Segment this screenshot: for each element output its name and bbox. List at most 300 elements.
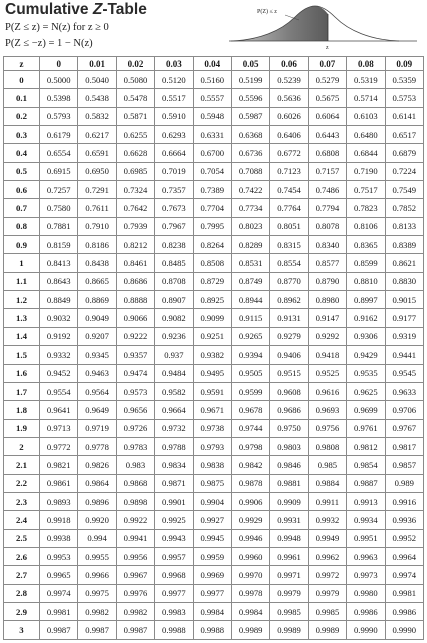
row-z-value: 2 <box>4 437 40 455</box>
table-cell: 0.9222 <box>116 327 154 345</box>
header-col: 0.07 <box>308 57 346 71</box>
row-z-value: 1.2 <box>4 291 40 309</box>
table-cell: 0.9981 <box>40 602 78 620</box>
table-cell: 0.9082 <box>155 309 193 327</box>
table-cell: 0.5000 <box>40 71 78 89</box>
table-cell: 0.9982 <box>116 602 154 620</box>
table-cell: 0.9952 <box>385 529 423 547</box>
table-cell: 0.5478 <box>116 89 154 107</box>
table-cell: 0.7019 <box>155 162 193 180</box>
table-cell: 0.5675 <box>308 89 346 107</box>
table-cell: 0.8212 <box>116 236 154 254</box>
table-cell: 0.7734 <box>231 199 269 217</box>
row-z-value: 2.4 <box>4 511 40 529</box>
table-cell: 0.6591 <box>78 144 116 162</box>
table-cell: 0.9983 <box>155 602 193 620</box>
table-row <box>4 419 424 437</box>
table-cell: 0.9989 <box>270 621 308 640</box>
table-cell: 0.9977 <box>193 584 231 602</box>
table-cell: 0.7764 <box>270 199 308 217</box>
row-z-value: 1 <box>4 254 40 272</box>
table-cell: 0.9945 <box>193 529 231 547</box>
title-italic-z: Z <box>92 1 103 18</box>
table-row <box>4 107 424 125</box>
table-cell: 0.6480 <box>347 126 385 144</box>
table-cell: 0.6517 <box>385 126 423 144</box>
table-cell: 0.9961 <box>270 547 308 565</box>
table-cell: 0.9793 <box>193 437 231 455</box>
table-cell: 0.9943 <box>155 529 193 547</box>
table-cell: 0.9981 <box>385 584 423 602</box>
table-cell: 0.9545 <box>385 364 423 382</box>
table-cell: 0.6985 <box>116 162 154 180</box>
table-cell: 0.6879 <box>385 144 423 162</box>
table-cell: 0.9990 <box>347 621 385 640</box>
table-cell: 0.9726 <box>116 419 154 437</box>
table-cell: 0.8907 <box>155 291 193 309</box>
table-cell: 0.9893 <box>40 492 78 510</box>
table-cell: 0.9441 <box>385 346 423 364</box>
table-cell: 0.7517 <box>347 181 385 199</box>
table-row <box>4 162 424 180</box>
table-cell: 0.9909 <box>270 492 308 510</box>
row-z-value: 1.8 <box>4 401 40 419</box>
table-cell: 0.8830 <box>385 272 423 290</box>
table-cell: 0.9719 <box>78 419 116 437</box>
table-cell: 0.8962 <box>270 291 308 309</box>
table-row <box>4 492 424 510</box>
table-cell: 0.8159 <box>40 236 78 254</box>
table-cell: 0.9974 <box>40 584 78 602</box>
table-row <box>4 291 424 309</box>
table-row <box>4 566 424 584</box>
row-z-value: 1.4 <box>4 327 40 345</box>
table-cell: 0.9750 <box>270 419 308 437</box>
table-cell: 0.9032 <box>40 309 78 327</box>
table-cell: 0.7881 <box>40 217 78 235</box>
table-cell: 0.8749 <box>231 272 269 290</box>
table-cell: 0.9938 <box>40 529 78 547</box>
table-cell: 0.937 <box>155 346 193 364</box>
table-cell: 0.9484 <box>155 364 193 382</box>
table-cell: 0.9429 <box>347 346 385 364</box>
normal-curve-diagram <box>229 3 419 51</box>
table-row <box>4 456 424 474</box>
table-cell: 0.7190 <box>347 162 385 180</box>
table-cell: 0.5517 <box>155 89 193 107</box>
table-cell: 0.8389 <box>385 236 423 254</box>
table-cell: 0.8643 <box>40 272 78 290</box>
table-cell: 0.9049 <box>78 309 116 327</box>
table-cell: 0.8186 <box>78 236 116 254</box>
table-cell: 0.9452 <box>40 364 78 382</box>
table-cell: 0.9977 <box>155 584 193 602</box>
table-cell: 0.9147 <box>308 309 346 327</box>
row-z-value: 1.1 <box>4 272 40 290</box>
table-row <box>4 382 424 400</box>
table-cell: 0.8078 <box>308 217 346 235</box>
table-cell: 0.9970 <box>231 566 269 584</box>
table-cell: 0.9591 <box>193 382 231 400</box>
table-cell: 0.6736 <box>231 144 269 162</box>
table-cell: 0.5080 <box>116 71 154 89</box>
table-cell: 0.6700 <box>193 144 231 162</box>
row-z-value: 0 <box>4 71 40 89</box>
table-cell: 0.9761 <box>347 419 385 437</box>
table-cell: 0.9887 <box>347 474 385 492</box>
table-cell: 0.8577 <box>308 254 346 272</box>
row-z-value: 1.7 <box>4 382 40 400</box>
table-cell: 0.8315 <box>270 236 308 254</box>
table-cell: 0.7389 <box>193 181 231 199</box>
table-cell: 0.8531 <box>231 254 269 272</box>
table-cell: 0.9772 <box>40 437 78 455</box>
table-cell: 0.8264 <box>193 236 231 254</box>
table-cell: 0.9971 <box>270 566 308 584</box>
table-cell: 0.9846 <box>270 456 308 474</box>
table-cell: 0.9857 <box>385 456 423 474</box>
table-cell: 0.9808 <box>308 437 346 455</box>
table-cell: 0.9913 <box>347 492 385 510</box>
table-cell: 0.5359 <box>385 71 423 89</box>
row-z-value: 1.3 <box>4 309 40 327</box>
table-cell: 0.7642 <box>116 199 154 217</box>
table-cell: 0.9988 <box>155 621 193 640</box>
table-cell: 0.9861 <box>40 474 78 492</box>
row-z-value: 0.9 <box>4 236 40 254</box>
table-row <box>4 327 424 345</box>
table-cell: 0.8106 <box>347 217 385 235</box>
table-cell: 0.9706 <box>385 401 423 419</box>
table-cell: 0.9969 <box>193 566 231 584</box>
table-cell: 0.9394 <box>231 346 269 364</box>
row-z-value: 0.7 <box>4 199 40 217</box>
table-cell: 0.6628 <box>116 144 154 162</box>
table-row <box>4 71 424 89</box>
table-cell: 0.9884 <box>308 474 346 492</box>
table-cell: 0.9633 <box>385 382 423 400</box>
table-row <box>4 529 424 547</box>
table-cell: 0.9732 <box>155 419 193 437</box>
table-cell: 0.9535 <box>347 364 385 382</box>
table-row <box>4 126 424 144</box>
table-cell: 0.7357 <box>155 181 193 199</box>
table-row <box>4 401 424 419</box>
table-cell: 0.7939 <box>116 217 154 235</box>
table-cell: 0.8925 <box>193 291 231 309</box>
table-cell: 0.8729 <box>193 272 231 290</box>
table-cell: 0.6443 <box>308 126 346 144</box>
table-cell: 0.983 <box>116 456 154 474</box>
table-cell: 0.7422 <box>231 181 269 199</box>
table-cell: 0.9131 <box>270 309 308 327</box>
table-cell: 0.8869 <box>78 291 116 309</box>
table-row <box>4 621 424 640</box>
page-title <box>5 1 147 19</box>
row-z-value: 2.6 <box>4 547 40 565</box>
table-cell: 0.9956 <box>116 547 154 565</box>
table-cell: 0.7673 <box>155 199 193 217</box>
table-row <box>4 272 424 290</box>
header-col: 0 <box>40 57 78 71</box>
table-cell: 0.9099 <box>193 309 231 327</box>
table-cell: 0.5160 <box>193 71 231 89</box>
table-cell: 0.9904 <box>193 492 231 510</box>
table-cell: 0.8621 <box>385 254 423 272</box>
table-cell: 0.8051 <box>270 217 308 235</box>
row-z-value: 0.3 <box>4 126 40 144</box>
table-row <box>4 511 424 529</box>
table-cell: 0.7852 <box>385 199 423 217</box>
table-cell: 0.5557 <box>193 89 231 107</box>
formula-positive-z: P(Z ≤ z) = N(z) for z ≥ 0 <box>5 22 109 33</box>
table-cell: 0.9962 <box>308 547 346 565</box>
table-cell: 0.9641 <box>40 401 78 419</box>
table-cell: 0.9984 <box>231 602 269 620</box>
table-row <box>4 602 424 620</box>
table-cell: 0.9834 <box>155 456 193 474</box>
table-cell: 0.6554 <box>40 144 78 162</box>
table-body <box>4 71 424 640</box>
table-row <box>4 309 424 327</box>
table-cell: 0.6255 <box>116 126 154 144</box>
table-cell: 0.9901 <box>155 492 193 510</box>
table-cell: 0.6664 <box>155 144 193 162</box>
table-cell: 0.5239 <box>270 71 308 89</box>
table-cell: 0.7324 <box>116 181 154 199</box>
table-cell: 0.6217 <box>78 126 116 144</box>
table-cell: 0.6406 <box>270 126 308 144</box>
header-col: 0.01 <box>78 57 116 71</box>
table-cell: 0.9693 <box>308 401 346 419</box>
table-cell: 0.5871 <box>116 107 154 125</box>
table-cell: 0.7157 <box>308 162 346 180</box>
table-cell: 0.7454 <box>270 181 308 199</box>
table-cell: 0.7291 <box>78 181 116 199</box>
header-col: 0.06 <box>270 57 308 71</box>
table-cell: 0.5279 <box>308 71 346 89</box>
table-cell: 0.9357 <box>116 346 154 364</box>
table-cell: 0.9319 <box>385 327 423 345</box>
table-cell: 0.8810 <box>347 272 385 290</box>
table-cell: 0.9599 <box>231 382 269 400</box>
table-cell: 0.9976 <box>116 584 154 602</box>
table-cell: 0.5832 <box>78 107 116 125</box>
table-cell: 0.9382 <box>193 346 231 364</box>
table-cell: 0.8980 <box>308 291 346 309</box>
table-cell: 0.9966 <box>78 566 116 584</box>
table-cell: 0.5636 <box>270 89 308 107</box>
row-z-value: 1.6 <box>4 364 40 382</box>
table-cell: 0.9418 <box>308 346 346 364</box>
table-cell: 0.9798 <box>231 437 269 455</box>
table-cell: 0.9987 <box>40 621 78 640</box>
title-prefix: Cumulative <box>5 1 93 18</box>
table-cell: 0.8790 <box>308 272 346 290</box>
row-z-value: 0.4 <box>4 144 40 162</box>
table-cell: 0.9573 <box>116 382 154 400</box>
row-z-value: 2.5 <box>4 529 40 547</box>
table-cell: 0.9582 <box>155 382 193 400</box>
table-cell: 0.7995 <box>193 217 231 235</box>
table-row <box>4 199 424 217</box>
table-cell: 0.8461 <box>116 254 154 272</box>
table-cell: 0.9406 <box>270 346 308 364</box>
table-cell: 0.8708 <box>155 272 193 290</box>
table-cell: 0.7257 <box>40 181 78 199</box>
table-cell: 0.9854 <box>347 456 385 474</box>
table-cell: 0.5398 <box>40 89 78 107</box>
table-cell: 0.9951 <box>347 529 385 547</box>
table-cell: 0.9965 <box>40 566 78 584</box>
table-cell: 0.9898 <box>116 492 154 510</box>
row-z-value: 2.2 <box>4 474 40 492</box>
row-z-value: 0.2 <box>4 107 40 125</box>
table-cell: 0.5438 <box>78 89 116 107</box>
table-cell: 0.9778 <box>78 437 116 455</box>
table-row <box>4 584 424 602</box>
table-cell: 0.9495 <box>193 364 231 382</box>
row-z-value: 2.8 <box>4 584 40 602</box>
table-cell: 0.7054 <box>193 162 231 180</box>
table-cell: 0.9990 <box>385 621 423 640</box>
table-cell: 0.9968 <box>155 566 193 584</box>
table-cell: 0.8340 <box>308 236 346 254</box>
table-cell: 0.9979 <box>270 584 308 602</box>
table-cell: 0.9957 <box>155 547 193 565</box>
table-cell: 0.9985 <box>270 602 308 620</box>
shaded-area-label: P(Z) ≤ z <box>257 9 277 15</box>
table-cell: 0.5040 <box>78 71 116 89</box>
table-cell: 0.7486 <box>308 181 346 199</box>
table-cell: 0.9236 <box>155 327 193 345</box>
table-cell: 0.6950 <box>78 162 116 180</box>
table-cell: 0.7224 <box>385 162 423 180</box>
table-cell: 0.994 <box>78 529 116 547</box>
table-cell: 0.9686 <box>270 401 308 419</box>
table-cell: 0.9783 <box>116 437 154 455</box>
table-cell: 0.6026 <box>270 107 308 125</box>
table-cell: 0.9332 <box>40 346 78 364</box>
table-cell: 0.9960 <box>231 547 269 565</box>
table-cell: 0.8554 <box>270 254 308 272</box>
table-cell: 0.9925 <box>155 511 193 529</box>
table-cell: 0.7123 <box>270 162 308 180</box>
table-cell: 0.9946 <box>231 529 269 547</box>
table-cell: 0.9953 <box>40 547 78 565</box>
table-cell: 0.6331 <box>193 126 231 144</box>
table-cell: 0.9916 <box>385 492 423 510</box>
table-row <box>4 346 424 364</box>
table-cell: 0.9525 <box>308 364 346 382</box>
table-row <box>4 547 424 565</box>
table-cell: 0.9948 <box>270 529 308 547</box>
table-cell: 0.9345 <box>78 346 116 364</box>
table-cell: 0.6915 <box>40 162 78 180</box>
row-z-value: 0.5 <box>4 162 40 180</box>
header-col: 0.04 <box>193 57 231 71</box>
table-cell: 0.9972 <box>308 566 346 584</box>
table-cell: 0.9744 <box>231 419 269 437</box>
header-z: z <box>4 57 40 71</box>
table-cell: 0.9984 <box>193 602 231 620</box>
table-row <box>4 89 424 107</box>
table-cell: 0.9625 <box>347 382 385 400</box>
row-z-value: 1.5 <box>4 346 40 364</box>
row-z-value: 0.1 <box>4 89 40 107</box>
table-row <box>4 474 424 492</box>
table-cell: 0.8665 <box>78 272 116 290</box>
table-cell: 0.9738 <box>193 419 231 437</box>
table-cell: 0.8023 <box>231 217 269 235</box>
table-cell: 0.9664 <box>155 401 193 419</box>
table-cell: 0.9505 <box>231 364 269 382</box>
table-cell: 0.9817 <box>385 437 423 455</box>
table-cell: 0.8686 <box>116 272 154 290</box>
table-cell: 0.9982 <box>78 602 116 620</box>
table-cell: 0.9979 <box>308 584 346 602</box>
table-cell: 0.9929 <box>231 511 269 529</box>
table-cell: 0.5596 <box>231 89 269 107</box>
table-cell: 0.6844 <box>347 144 385 162</box>
row-z-value: 0.6 <box>4 181 40 199</box>
table-row <box>4 364 424 382</box>
table-cell: 0.9989 <box>231 621 269 640</box>
header-col: 0.03 <box>155 57 193 71</box>
table-cell: 0.9927 <box>193 511 231 529</box>
table-cell: 0.7910 <box>78 217 116 235</box>
table-cell: 0.9671 <box>193 401 231 419</box>
table-cell: 0.985 <box>308 456 346 474</box>
table-cell: 0.9162 <box>347 309 385 327</box>
table-cell: 0.9941 <box>116 529 154 547</box>
table-cell: 0.8888 <box>116 291 154 309</box>
table-cell: 0.6064 <box>308 107 346 125</box>
table-row <box>4 181 424 199</box>
header-col: 0.02 <box>116 57 154 71</box>
table-cell: 0.9515 <box>270 364 308 382</box>
header-col: 0.08 <box>347 57 385 71</box>
table-cell: 0.9949 <box>308 529 346 547</box>
table-cell: 0.5319 <box>347 71 385 89</box>
table-cell: 0.9251 <box>193 327 231 345</box>
row-z-value: 0.8 <box>4 217 40 235</box>
table-cell: 0.7088 <box>231 162 269 180</box>
table-cell: 0.7580 <box>40 199 78 217</box>
table-row <box>4 144 424 162</box>
table-cell: 0.9911 <box>308 492 346 510</box>
table-cell: 0.7967 <box>155 217 193 235</box>
table-cell: 0.9988 <box>193 621 231 640</box>
table-cell: 0.9177 <box>385 309 423 327</box>
table-cell: 0.9474 <box>116 364 154 382</box>
header-col: 0.09 <box>385 57 423 71</box>
table-cell: 0.9656 <box>116 401 154 419</box>
table-cell: 0.9699 <box>347 401 385 419</box>
table-cell: 0.6179 <box>40 126 78 144</box>
header-row <box>4 57 424 71</box>
row-z-value: 2.7 <box>4 566 40 584</box>
table-cell: 0.8438 <box>78 254 116 272</box>
row-z-value: 2.9 <box>4 602 40 620</box>
table-cell: 0.9649 <box>78 401 116 419</box>
table-cell: 0.9306 <box>347 327 385 345</box>
table-cell: 0.9826 <box>78 456 116 474</box>
table-cell: 0.5199 <box>231 71 269 89</box>
table-cell: 0.9564 <box>78 382 116 400</box>
table-row <box>4 217 424 235</box>
table-cell: 0.9922 <box>116 511 154 529</box>
